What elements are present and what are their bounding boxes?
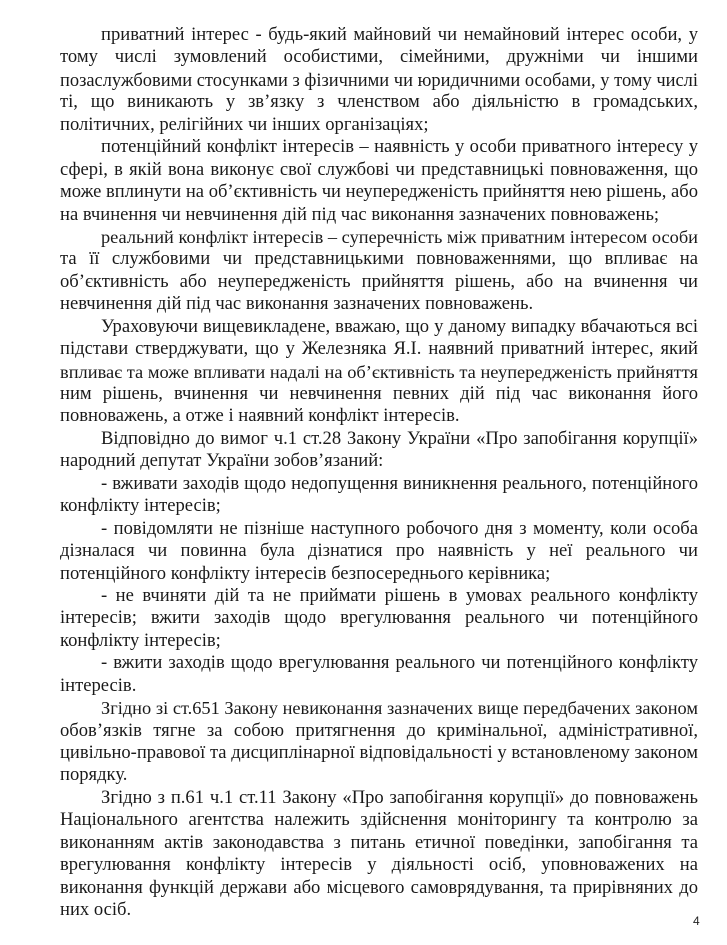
- text-line: реальний конфлікт інтересів – суперечність між приватним інтересом особи: [101, 226, 698, 247]
- text-line: тому числі зумовлений особистими, сімейними, дружніми чи іншими: [60, 46, 698, 68]
- text-line: впливає та може впливати надалі на об’єктивність та неупередженість прийняття: [60, 361, 698, 382]
- text-line: - повідомляти не пізніше наступного робочого дня з моменту, коли особа: [101, 517, 698, 539]
- paragraph-conclusion: [60, 316, 698, 428]
- text-line: цивільно-правової та дисциплінарної відповідальності у встановленому законом: [60, 742, 698, 763]
- text-line: обов’язків тягне за собою притягнення до кримінальної, адміністративної,: [60, 719, 698, 741]
- text-line: конфлікту інтересів;: [60, 495, 221, 517]
- text-line: Національного агентства належить здійснення моніторингу та контролю за: [60, 809, 698, 831]
- paragraph-agency-powers: [60, 787, 698, 922]
- page-number: 4: [693, 914, 700, 928]
- text-line: Ураховуючи вищевикладене, вважаю, що у даному випадку вбачаються всі: [101, 315, 698, 337]
- text-line: Відповідно до вимог ч.1 ст.28 Закону України «Про запобігання корупції»: [101, 427, 698, 449]
- paragraph-potential-conflict-definition: [60, 136, 698, 226]
- document-page: [60, 24, 698, 922]
- text-line: Згідно зі ст.651 Закону невиконання зазначених вище передбачених законом: [101, 698, 698, 719]
- text-line: підстави стверджувати, що у Железняка Я.І. наявний приватний інтерес, який: [60, 338, 698, 360]
- paragraph-law-requirements-intro: [60, 428, 698, 473]
- text-line: на вчинення чи невчинення дій під час виконання зазначених повноважень;: [60, 203, 660, 225]
- paragraph-liability: [60, 697, 698, 787]
- text-line: ті, що виникають у зв’язку з членством або діяльністю в громадських,: [60, 91, 698, 113]
- text-line: потенційного конфлікту інтересів безпосереднього керівника;: [60, 562, 551, 584]
- text-line: може вплинути на об’єктивність чи неупередженість прийняття нею рішень, або: [60, 181, 698, 203]
- paragraph-duty-2: [60, 518, 698, 585]
- text-line: конфлікту інтересів;: [60, 629, 221, 651]
- text-line: - вжити заходів щодо врегулювання реального чи потенційного конфлікту: [101, 652, 698, 674]
- text-line: них осіб.: [60, 899, 132, 921]
- text-line: та її службовими чи представницькими повноваженнями, що впливає на: [60, 248, 698, 270]
- text-line: інтересів; вжити заходів щодо врегулювання реального чи потенційного: [60, 607, 698, 629]
- text-line: об’єктивність або неупередженість прийняття рішень, або на вчинення чи: [60, 270, 698, 292]
- text-line: порядку.: [60, 764, 128, 786]
- text-line: - не вчиняти дій та не приймати рішень в умовах реального конфлікту: [101, 584, 698, 606]
- text-line: дізналася чи повинна була дізнатися про наявність у неї реального чи: [60, 540, 698, 562]
- text-line: виконанням актів законодавства з питань етичної поведінки, запобігання та: [60, 831, 698, 853]
- text-line: врегулювання конфлікту інтересів у діяльності осіб, уповноважених на: [60, 854, 698, 876]
- text-line: приватний інтерес - будь-який майновий чи немайновий інтерес особи, у: [101, 24, 698, 45]
- text-line: сфері, в якій вона виконує свої службові чи представницькі повноваження, що: [60, 158, 698, 180]
- text-line: виконання функцій держави або місцевого самоврядування, та прирівняних до: [60, 876, 698, 898]
- paragraph-duty-3: [60, 585, 698, 652]
- text-line: потенційний конфлікт інтересів – наявність у особи приватного інтересу у: [101, 136, 698, 158]
- text-line: невчинення дій під час виконання зазначених повноважень.: [60, 293, 534, 315]
- paragraph-private-interest-definition: [60, 24, 698, 136]
- text-line: - вживати заходів щодо недопущення виникнення реального, потенційного: [101, 472, 698, 494]
- text-line: Згідно з п.61 ч.1 ст.11 Закону «Про запобігання корупції» до повноважень: [101, 786, 698, 808]
- paragraph-duty-1: [60, 473, 698, 518]
- paragraph-real-conflict-definition: [60, 226, 698, 316]
- text-line: народний депутат України зобов’язаний:: [60, 450, 384, 472]
- text-line: позаслужбовими стосунками з фізичними чи юридичними особами, у тому числі: [60, 69, 698, 90]
- text-line: ним рішень, вчинення чи невчинення певних дій під час виконання його: [60, 383, 698, 404]
- text-line: політичних, релігійних чи інших організаціях;: [60, 113, 429, 135]
- paragraph-duty-4: [60, 652, 698, 697]
- text-line: інтересів.: [60, 674, 137, 696]
- text-line: повноважень, а отже і наявний конфлікт інтересів.: [60, 405, 460, 427]
